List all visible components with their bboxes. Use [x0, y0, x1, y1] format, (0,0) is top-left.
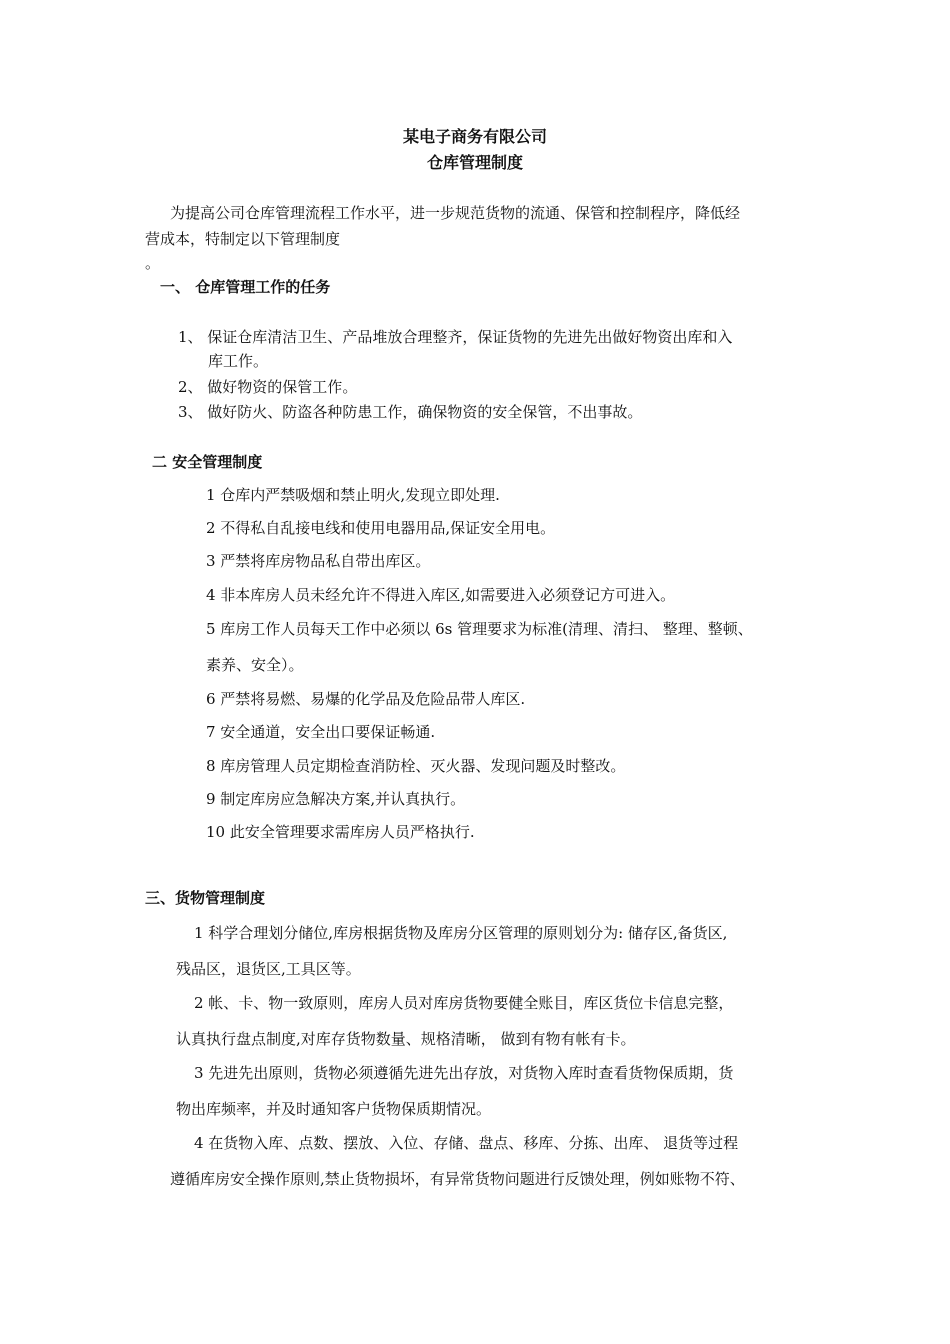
section-3-item: 3 先进先出原则，货物必须遵循先进先出存放，对货物入库时查看货物保质期，货 — [194, 1064, 734, 1082]
intro-line-2: 营成本，特制定以下管理制度 — [145, 230, 341, 248]
section-2-item: 素养、安全）。 — [206, 656, 304, 674]
section-2-item: 4 非本库房人员未经允许不得进入库区,如需要进入必须登记方可进入。 — [206, 586, 676, 604]
section-3-item: 2 帐、卡、物一致原则，库房人员对库房货物要健全账目，库区货位卡信息完整， — [194, 994, 734, 1012]
section-3-heading: 三、货物管理制度 — [145, 889, 266, 907]
section-3-item: 1 科学合理划分储位,库房根据货物及库房分区管理的原则划分为: 储存区,备货区, — [194, 924, 728, 942]
section-1-item: 2、 做好物资的保管工作。 — [178, 378, 358, 396]
section-2-item: 5 库房工作人员每天工作中必须以 6s 管理要求为标准(清理、清扫、 整理、整顿、 — [206, 620, 753, 638]
section-3-item: 物出库频率，并及时通知客户货物保质期情况。 — [176, 1100, 492, 1118]
section-2-item: 3 严禁将库房物品私自带出库区。 — [206, 552, 431, 570]
section-3-item: 4 在货物入库、点数、摆放、入位、存储、盘点、移库、分拣、出库、 退货等过程 — [194, 1134, 739, 1152]
section-1-item: 3、 做好防火、防盗各种防患工作，确保物资的安全保管，不出事故。 — [178, 403, 643, 421]
section-3-item: 残品区，退货区,工具区等。 — [176, 960, 361, 978]
intro-line-1: 为提高公司仓库管理流程工作水平，进一步规范货物的流通、保管和控制程序，降低经 — [170, 204, 741, 222]
document-title: 仓库管理制度 — [426, 153, 523, 172]
section-2-heading: 二 安全管理制度 — [152, 453, 263, 471]
section-2-item: 8 库房管理人员定期检查消防栓、灭火器、发现问题及时整改。 — [206, 757, 626, 775]
section-1-item: 1、 保证仓库清洁卫生、产品堆放合理整齐，保证货物的先进先出做好物资出库和入 — [178, 328, 733, 346]
section-2-item: 6 严禁将易燃、易爆的化学品及危险品带人库区. — [206, 690, 526, 708]
section-1-item: 库工作。 — [208, 352, 269, 370]
section-3-item: 遵循库房安全操作原则,禁止货物损坏，有异常货物问题进行反馈处理，例如账物不符、 — [170, 1170, 745, 1188]
section-3-item: 认真执行盘点制度,对库存货物数量、规格清晰， 做到有物有帐有卡。 — [176, 1030, 636, 1048]
section-2-item: 1 仓库内严禁吸烟和禁止明火,发现立即处理. — [206, 486, 500, 504]
section-1-heading: 一、 仓库管理工作的任务 — [160, 278, 331, 296]
section-2-item: 9 制定库房应急解决方案,并认真执行。 — [206, 790, 466, 808]
section-2-item: 10 此安全管理要求需库房人员严格执行. — [206, 823, 475, 841]
section-2-item: 7 安全通道，安全出口要保证畅通. — [206, 723, 436, 741]
section-2-item: 2 不得私自乱接电线和使用电器用品,保证安全用电。 — [206, 519, 556, 537]
company-name: 某电子商务有限公司 — [402, 127, 547, 146]
intro-line-3: 。 — [145, 254, 161, 272]
